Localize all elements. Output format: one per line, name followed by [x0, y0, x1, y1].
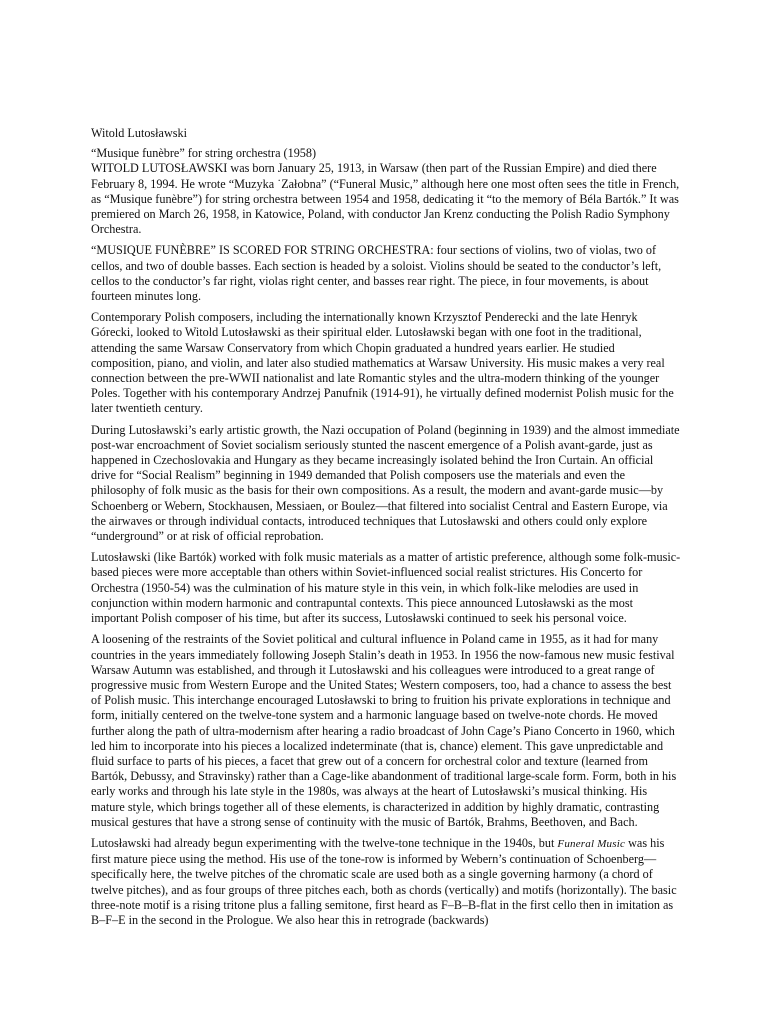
paragraph-folk-music: Lutosławski (like Bartók) worked with folk music materials as a matter of artistic preference, although some folk-music-based pieces were more acceptable than others within Soviet-influenced social realist strictures. His Concerto for Orchestra (1950-54) was the culmination of his mature style in this vein, in which folk-like melodies are used in conjunction within modern harmonic and contrapuntal contexts. This piece announced Lutosławski as the most important Polish composer of his time, but after its success, Lutosławski continued to seek his personal voice.	[91, 550, 681, 626]
paragraph-scoring: “MUSIQUE FUNÈBRE” IS SCORED FOR STRING ORCHESTRA: four sections of violins, two of violas, two of cellos, and two of double basses. Each section is headed by a soloist. Violins should be seated to the conductor’s left, cellos to the conductor’s far right, violas right center, and basses rear right. The piece, in four movements, is about fourteen minutes long.	[91, 243, 662, 304]
funeral-music-italic-title: Funeral Music	[557, 837, 626, 850]
paragraph-twelve-tone-start: Lutosławski had already begun experimenting with the twelve-tone technique in the 1940s, but	[91, 835, 558, 850]
composer-name: Witold Lutosławski	[91, 126, 187, 140]
paragraph-loosening: A loosening of the restraints of the Soviet political and cultural influence in Poland came in 1955, as it had for many countries in the years immediately following Joseph Stalin’s death in 1953. In 1956 the now-famous new music festival Warsaw Autumn was established, and through it Lutosławski and his colleagues were introduced to a great range of progressive music from Western Europe and the United States; Western composers, too, had a chance to assess the best of Polish music. This interchange encouraged Lutosławski to bring to fruition his private explorations in technique and form, initially centered on the twelve-tone system and a harmonic language based on twelve-note chords. He moved further along the path of ultra-modernism after hearing a radio broadcast of John Cage’s Piano Concerto in 1960, which led him to incorporate into his pieces a localized indeterminate (that is, chance) element. This gave unpredictable and fluid surface to parts of his pieces, a facet that grew out of a concern for orchestral color and texture (learned from Bartók, Debussy, and Stravinsky) rather than a Cage-like abandonment of traditional large-scale form. Form, both in his early works and through his late style in the 1980s, was always at the heart of Lutosławski’s musical thinking. His mature style, which brings together all of these elements, is characterized in addition by highly dramatic, contrasting musical gestures that have a strong sense of continuity with the music of Bartók, Brahms, Beethoven, and Bach.	[91, 632, 677, 829]
paragraph-contemporaries: Contemporary Polish composers, including the internationally known Krzysztof Penderecki and the late Henryk Górecki, looked to Witold Lutosławski as their spiritual elder. Lutosławski began with one foot in the traditional, attending the same Warsaw Conservatory from which Chopin graduated a hundred years earlier. He studied composition, piano, and violin, and later also studied mathematics at Warsaw University. His music makes a very real connection between the pre-WWII nationalist and late Romantic styles and the ultra-modern thinking of the younger Poles. Together with his contemporary Andrzej Panufnik (1914-91), he virtually defined modernist Polish music for the later twentieth century.	[91, 310, 674, 416]
paragraph-biography: WITOLD LUTOSŁAWSKI was born January 25, 1913, in Warsaw (then part of the Russian Empire) and died there February 8, 1994. He wrote “Muzyka ˙Załobna” (“Funeral Music,” although here one most often sees the title in French, as “Musique funèbre”) for string orchestra between 1954 and 1958, dedicating it “to the memory of Béla Bartók.” It was premiered on March 26, 1958, in Katowice, Poland, with conductor Jan Krenz conducting the Polish Radio Symphony Orchestra.	[91, 161, 680, 237]
document-page	[91, 126, 681, 934]
work-title: “Musique funèbre” for string orchestra (1958)	[91, 146, 317, 161]
paragraph-twelve-tone	[91, 836, 681, 928]
paragraph-early-growth: During Lutosławski’s early artistic growth, the Nazi occupation of Poland (beginning in 1939) and the almost immediate post-war encroachment of Soviet socialism seriously stunted the nascent emergence of a Polish avant-garde, just as happened in Czechoslovakia and Hungary as they became increasingly isolated behind the Iron Curtain. An official drive for “Social Realism” beginning in 1949 demanded that Polish composers use the materials and even the philosophy of folk music as the basis for their own compositions. As a result, the modern and avant-garde music—by Schoenberg or Webern, Stockhausen, Messiaen, or Boulez—that filtered into socialist Central and Eastern Europe, via the airwaves or through individual contacts, introduced techniques that Lutosławski and others could only explore “underground” or at risk of official reprobation.	[91, 422, 680, 544]
paragraph-twelve-tone-rest: was his first mature piece using the method. His use of the tone-row is informed by Webern’s continuation of Schoenberg—specifically here, the twelve pitches of the chromatic scale are used both as a single governing harmony (a chord of twelve pitches), and as four groups of three pitches each, both as chords (vertically) and motifs (horizontally). The basic three-note motif is a rising tritone plus a falling semitone, first heard as F–B–B-flat in the first cello then in imitation as B–F–E in the second in the Prologue. We also hear this in retrograde (backwards)	[91, 835, 677, 927]
